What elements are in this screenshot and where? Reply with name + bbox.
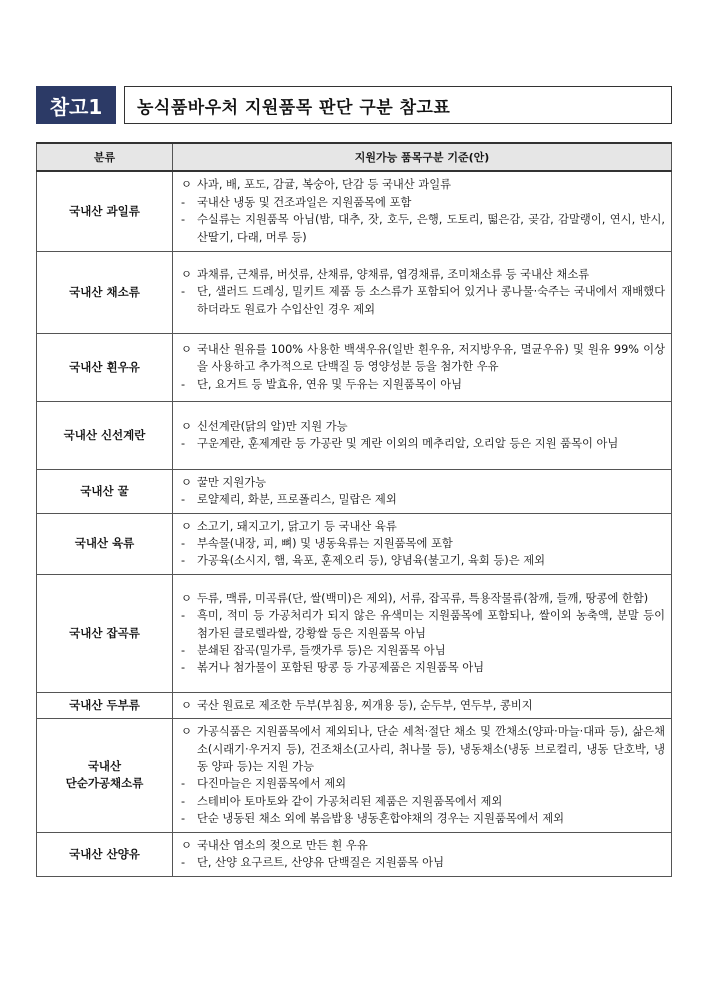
table-row bbox=[37, 719, 672, 832]
table-row bbox=[37, 171, 672, 251]
bullet-marker: - bbox=[181, 554, 186, 568]
criteria-text: 다진마늘은 지원품목에서 제외 bbox=[197, 777, 347, 791]
table-row bbox=[37, 513, 672, 574]
bullet-marker: ㅇ bbox=[181, 178, 192, 192]
criteria-text: 수실류는 지원품목 아님(밤, 대추, 잣, 호두, 은행, 도토리, 떫은감, 곶감, 감말랭이, 연시, 반시, 산딸기, 다래, 머루 등) bbox=[197, 213, 665, 244]
criteria-sub-item bbox=[181, 194, 665, 211]
table-row bbox=[37, 692, 672, 718]
criteria-sub-item bbox=[181, 793, 665, 810]
reference-header bbox=[36, 86, 672, 124]
bullet-marker: ㅇ bbox=[181, 475, 192, 489]
criteria-sub-item bbox=[181, 659, 665, 676]
table-row bbox=[37, 251, 672, 333]
criteria-cell bbox=[173, 692, 672, 718]
bullet-marker: - bbox=[181, 493, 186, 506]
criteria-sub-item bbox=[181, 535, 665, 552]
bullet-marker: ㅇ bbox=[181, 725, 192, 739]
criteria-cell bbox=[173, 333, 672, 401]
bullet-marker: - bbox=[181, 536, 186, 550]
criteria-cell bbox=[173, 574, 672, 692]
criteria-text: 국산 원료로 제조한 두부(부침용, 찌개용 등), 순두부, 연두부, 콩비지 bbox=[197, 698, 533, 712]
criteria-sub-item bbox=[181, 810, 665, 827]
table-header-row bbox=[37, 143, 672, 171]
reference-badge: 참고1 bbox=[36, 86, 116, 124]
table-body bbox=[37, 171, 672, 876]
criteria-text: 꿀만 지원가능 bbox=[197, 475, 267, 489]
category-cell: 국내산 꿀 bbox=[37, 469, 173, 513]
criteria-text: 로얄제리, 화분, 프로폴리스, 밀랍은 제외 bbox=[197, 493, 397, 506]
criteria-main-item bbox=[181, 518, 665, 535]
criteria-main-item bbox=[181, 837, 665, 854]
bullet-marker: - bbox=[181, 643, 186, 657]
criteria-cell bbox=[173, 401, 672, 469]
criteria-text: 분쇄된 잡곡(밀가루, 들깻가루 등)은 지원품목 아님 bbox=[197, 643, 446, 657]
criteria-main-item bbox=[181, 474, 665, 491]
bullet-marker: ㅇ bbox=[181, 419, 192, 433]
bullet-marker: - bbox=[181, 377, 186, 391]
criteria-column-header: 지원가능 품목구분 기준(안) bbox=[173, 143, 672, 171]
criteria-text: 가공식품은 지원품목에서 제외되나, 단순 세척·절단 채소 및 깐채소(양파·마늘·대파 등), 삶은채소(시래기·우거지 등), 건조채소(고사리, 취나물 등), 냉동채소(냉동 브로컬리, 냉동 단호박, 냉동 양파 등)는 지원 가능 bbox=[197, 725, 665, 773]
criteria-cell bbox=[173, 832, 672, 876]
bullet-marker: ㅇ bbox=[181, 519, 192, 533]
bullet-marker: ㅇ bbox=[181, 698, 192, 712]
criteria-sub-item bbox=[181, 491, 665, 508]
criteria-text: 사과, 배, 포도, 감귤, 복숭아, 단감 등 국내산 과일류 bbox=[197, 178, 452, 192]
criteria-text: 국내산 염소의 젖으로 만든 흰 우유 bbox=[197, 838, 368, 852]
bullet-marker: - bbox=[181, 812, 186, 826]
criteria-table bbox=[36, 142, 672, 877]
criteria-sub-item bbox=[181, 607, 665, 642]
bullet-marker: - bbox=[181, 794, 186, 808]
criteria-text: 단순 냉동된 채소 외에 볶음밥용 냉동혼합야채의 경우는 지원품목에서 제외 bbox=[197, 812, 565, 826]
bullet-marker: - bbox=[181, 856, 186, 870]
category-cell: 국내산 육류 bbox=[37, 513, 173, 574]
bullet-marker: - bbox=[181, 777, 186, 791]
criteria-sub-item bbox=[181, 435, 665, 452]
criteria-cell bbox=[173, 251, 672, 333]
criteria-text: 단, 산양 요구르트, 산양유 단백질은 지원품목 아님 bbox=[197, 856, 444, 870]
criteria-text: 흑미, 적미 등 가공처리가 되지 않은 유색미는 지원품목에 포함되나, 쌀이외 농축액, 분말 등이 첨가된 클로렐라쌀, 강황쌀 등은 지원품목 아님 bbox=[197, 609, 665, 640]
table-row bbox=[37, 574, 672, 692]
category-cell: 국내산 산양유 bbox=[37, 832, 173, 876]
criteria-main-item bbox=[181, 341, 665, 376]
bullet-marker: - bbox=[181, 213, 186, 227]
criteria-cell bbox=[173, 719, 672, 832]
bullet-marker: - bbox=[181, 437, 186, 450]
criteria-cell bbox=[173, 513, 672, 574]
criteria-main-item bbox=[181, 697, 665, 714]
category-cell: 국내산 두부류 bbox=[37, 692, 173, 718]
criteria-sub-item bbox=[181, 854, 665, 871]
table-row bbox=[37, 333, 672, 401]
criteria-sub-item bbox=[181, 552, 665, 569]
table-row bbox=[37, 832, 672, 876]
bullet-marker: - bbox=[181, 609, 186, 623]
criteria-sub-item bbox=[181, 642, 665, 659]
criteria-text: 두류, 맥류, 미곡류(단, 쌀(백미)은 제외), 서류, 잡곡류, 특용작물류(참깨, 들깨, 땅콩에 한함) bbox=[197, 591, 649, 605]
table-row bbox=[37, 401, 672, 469]
table-row bbox=[37, 469, 672, 513]
criteria-cell bbox=[173, 171, 672, 251]
criteria-text: 국내산 냉동 및 건조과일은 지원품목에 포함 bbox=[197, 195, 412, 209]
criteria-text: 구운계란, 훈제계란 등 가공란 및 계란 이외의 메추리알, 오리알 등은 지원 품목이 아님 bbox=[197, 437, 619, 450]
criteria-text: 신선계란(닭의 알)만 지원 가능 bbox=[197, 419, 348, 433]
category-column-header: 분류 bbox=[37, 143, 173, 171]
category-cell: 국내산 잡곡류 bbox=[37, 574, 173, 692]
category-label-part: 국내산 bbox=[87, 759, 122, 774]
category-cell: 국내산 신선계란 bbox=[37, 401, 173, 469]
category-cell bbox=[37, 719, 173, 832]
criteria-sub-item bbox=[181, 211, 665, 246]
category-label-part: 단순가공채소류 bbox=[65, 776, 144, 791]
bullet-marker: - bbox=[181, 195, 186, 209]
bullet-marker: - bbox=[181, 661, 186, 675]
bullet-marker: ㅇ bbox=[181, 591, 192, 605]
criteria-main-item bbox=[181, 176, 665, 193]
bullet-marker: ㅇ bbox=[181, 267, 192, 281]
criteria-text: 볶거나 첨가물이 포함된 땅콩 등 가공제품은 지원품목 아님 bbox=[197, 661, 485, 675]
criteria-text: 부속물(내장, 피, 뼈) 및 냉동육류는 지원품목에 포함 bbox=[197, 536, 453, 550]
bullet-marker: - bbox=[181, 285, 186, 299]
criteria-text: 스테비아 토마토와 같이 가공처리된 제품은 지원품목에서 제외 bbox=[197, 794, 503, 808]
criteria-text: 단, 샐러드 드레싱, 밀키트 제품 등 소스류가 포함되어 있거나 콩나물·숙주는 국내에서 재배했다 하더라도 원료가 수입산인 경우 제외 bbox=[197, 285, 665, 316]
criteria-main-item bbox=[181, 266, 665, 283]
category-cell: 국내산 채소류 bbox=[37, 251, 173, 333]
criteria-text: 과채류, 근채류, 버섯류, 산채류, 양채류, 엽경채류, 조미채소류 등 국내산 채소류 bbox=[197, 267, 590, 281]
criteria-sub-item bbox=[181, 775, 665, 792]
criteria-text: 국내산 원유를 100% 사용한 백색우유(일반 흰우유, 저지방우유, 멸균우유) 및 원유 99% 이상을 사용하고 추가적으로 단백질 등 영양성분 등을 첨가한 우유 bbox=[197, 342, 665, 374]
criteria-main-item bbox=[181, 418, 665, 435]
bullet-marker: ㅇ bbox=[181, 342, 192, 356]
page-title: 농식품바우처 지원품목 판단 구분 참고표 bbox=[124, 86, 672, 124]
criteria-sub-item bbox=[181, 376, 665, 393]
criteria-cell bbox=[173, 469, 672, 513]
criteria-sub-item bbox=[181, 283, 665, 318]
criteria-text: 소고기, 돼지고기, 닭고기 등 국내산 육류 bbox=[197, 519, 397, 533]
criteria-text: 가공육(소시지, 햄, 육포, 훈제오리 등), 양념육(불고기, 육회 등)은 제외 bbox=[197, 554, 546, 568]
criteria-text: 단, 요거트 등 발효유, 연유 및 두유는 지원품목이 아님 bbox=[197, 377, 463, 391]
criteria-main-item bbox=[181, 723, 665, 775]
category-cell: 국내산 흰우유 bbox=[37, 333, 173, 401]
criteria-main-item bbox=[181, 590, 665, 607]
category-cell: 국내산 과일류 bbox=[37, 171, 173, 251]
bullet-marker: ㅇ bbox=[181, 838, 192, 852]
